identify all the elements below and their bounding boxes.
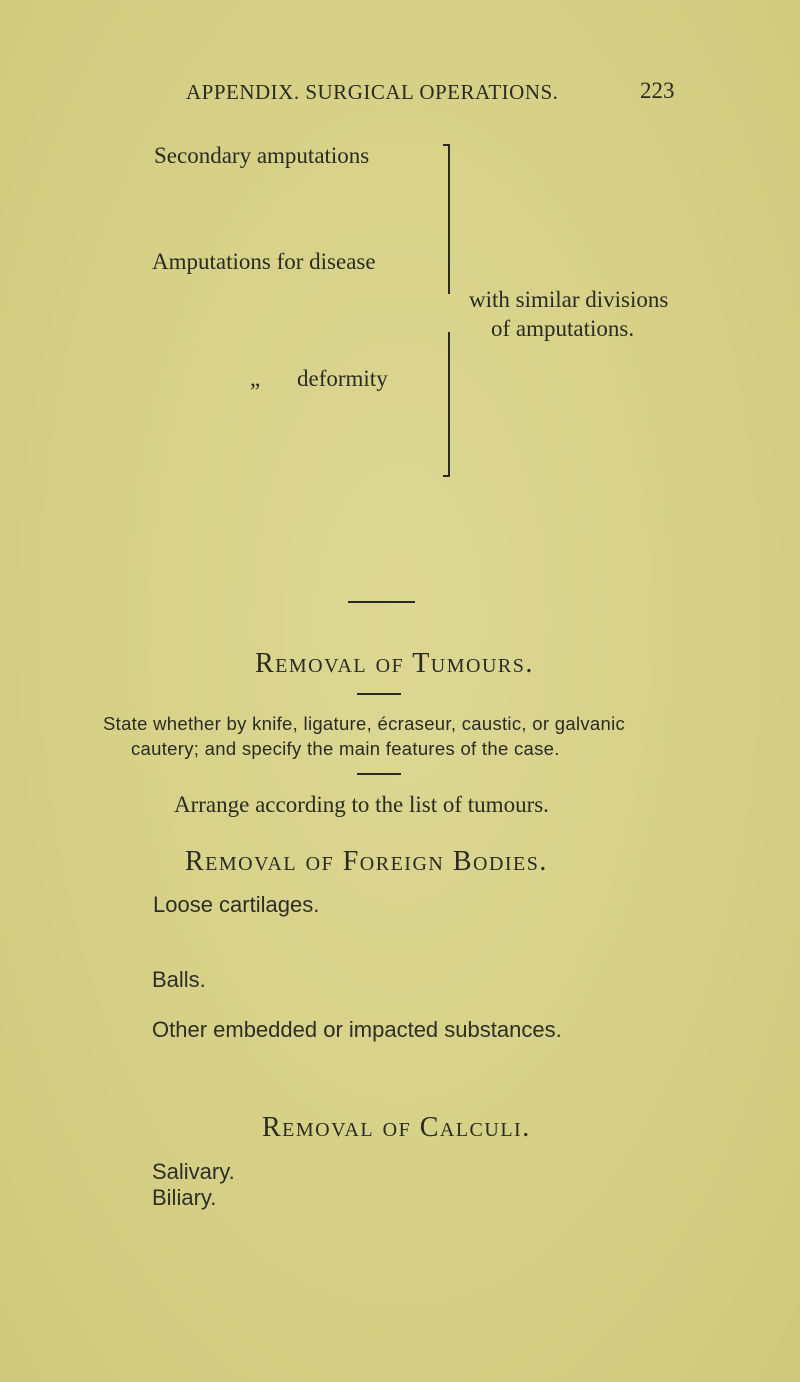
balls: Balls. xyxy=(152,967,206,992)
calculi-heading: Removal of Calculi. xyxy=(262,1112,531,1143)
loose-cartilages: Loose cartilages. xyxy=(153,892,320,917)
foreign-bodies-heading: Removal of Foreign Bodies. xyxy=(185,846,548,877)
deformity: deformity xyxy=(297,366,388,391)
amputations-for-disease: Amputations for disease xyxy=(152,249,376,274)
tumours-heading: Removal of Tumours. xyxy=(255,648,534,679)
ditto-mark: „ xyxy=(250,366,261,391)
brace xyxy=(440,142,460,482)
brace-note-line2: of amputations. xyxy=(491,316,635,341)
biliary: Biliary. xyxy=(152,1185,217,1210)
salivary: Salivary. xyxy=(152,1159,235,1184)
page-number: 223 xyxy=(640,78,675,103)
brace-note-line1: with similar divisions xyxy=(469,287,669,312)
rule xyxy=(357,773,401,775)
running-header: APPENDIX. SURGICAL OPERATIONS. xyxy=(186,80,559,104)
tumours-instruction-line1: State whether by knife, ligature, écraseur, caustic, or galvanic xyxy=(103,713,626,734)
section-rule xyxy=(348,601,415,603)
secondary-amputations: Secondary amputations xyxy=(154,143,370,168)
rule xyxy=(357,693,401,695)
other-embedded-substances: Other embedded or impacted substances. xyxy=(152,1017,562,1042)
tumours-arrange: Arrange according to the list of tumours. xyxy=(174,792,549,817)
tumours-instruction-line2: cautery; and specify the main features of the case. xyxy=(131,738,560,759)
